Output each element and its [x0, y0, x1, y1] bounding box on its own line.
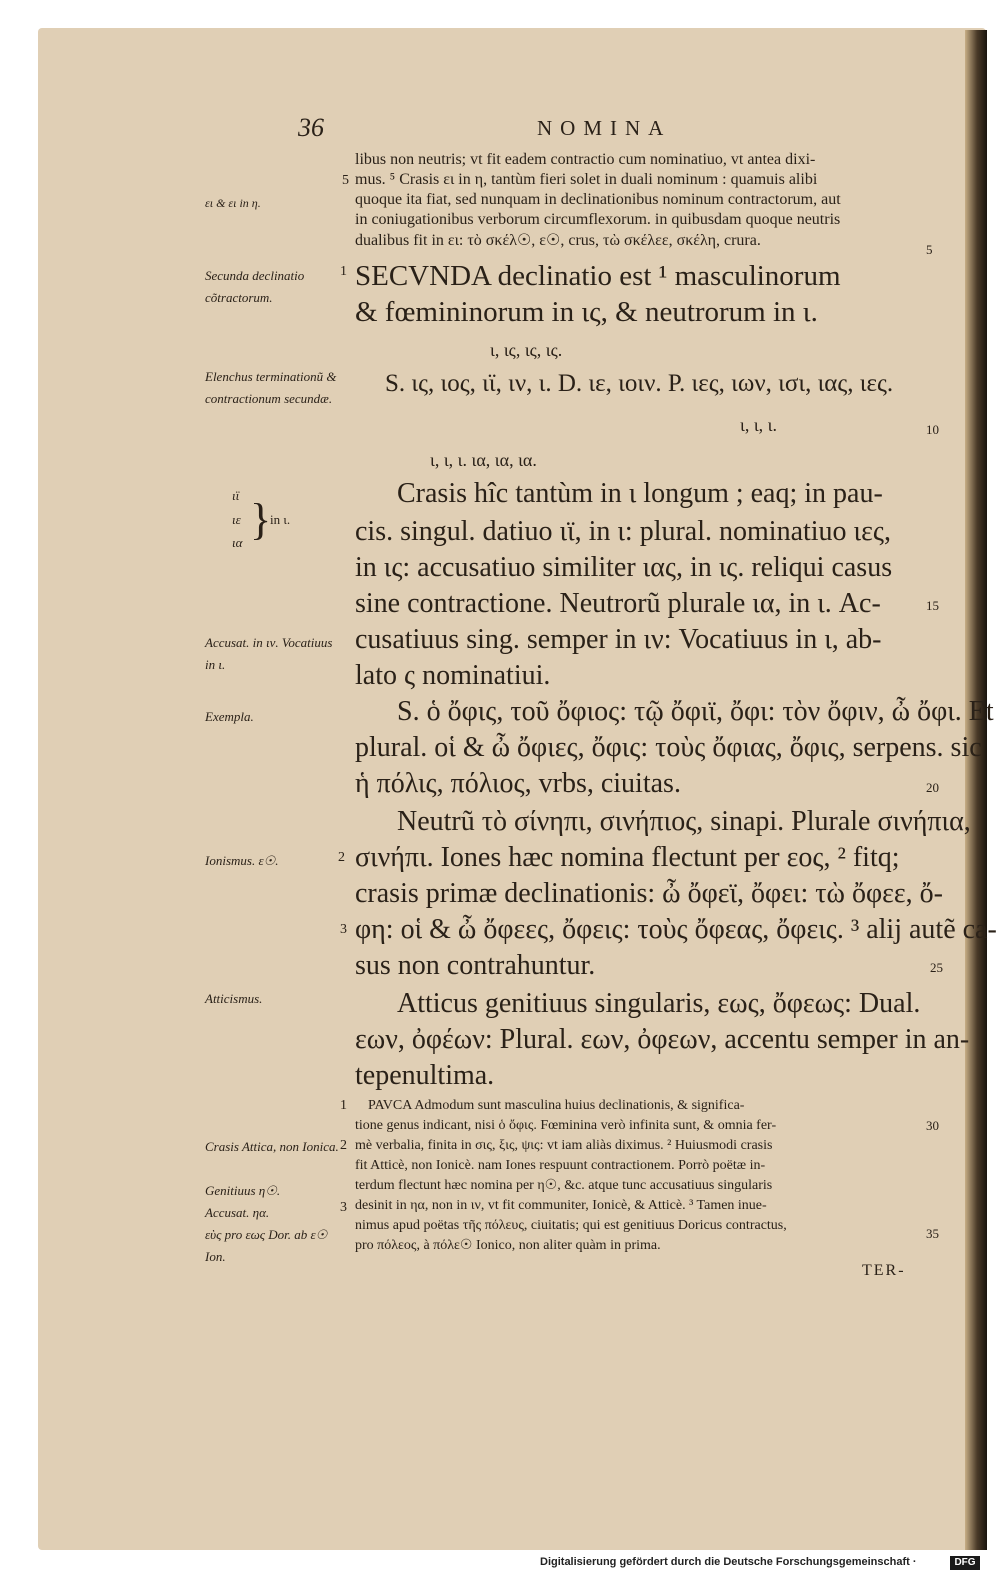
main-line: crasis primæ declinationis: ὦ ὄφεϊ, ὄφει: τὼ ὄφεε, ὄ-: [355, 878, 943, 909]
note-number: 5: [342, 173, 349, 188]
line-number: 25: [930, 960, 943, 975]
margin-note: Genitiuus η☉.: [205, 1183, 281, 1198]
main-line: Atticus genitiuus singularis, εως, ὄφεως: Dual.: [397, 988, 921, 1019]
top-note-line: in coniugationibus verborum circumflexorum. in quibusdam quoque neutris: [355, 211, 841, 228]
margin-note: ια: [232, 535, 243, 550]
catchword: TER-: [862, 1262, 906, 1279]
main-line: Crasis hîc tantùm in ι longum ; eaq; in pau-: [397, 478, 883, 509]
main-line: sus non contrahuntur.: [355, 950, 596, 981]
main-line: φη: οἱ & ὦ ὄφεες, ὄφεις: τοὺς ὄφεας, ὄφεις. ³ alij autẽ ca-: [355, 914, 997, 945]
main-line: SECVNDA declinatio est ¹ masculinorum: [355, 260, 841, 292]
line-number: 30: [926, 1118, 939, 1133]
main-line: tepenultima.: [355, 1060, 495, 1091]
note-number: 3: [340, 922, 347, 937]
margin-note: ιε: [232, 512, 241, 527]
margin-note: Accusat. in ιν. Vocatiuus in ι.: [205, 635, 333, 672]
dfg-logo-icon: DFG: [950, 1556, 980, 1570]
page-number: 36: [298, 113, 324, 142]
footnote-line: mè verbalia, finita in σις, ξις, ψις: vt iam aliàs diximus. ² Huiusmodi crasis: [355, 1138, 773, 1153]
margin-note: Elenchus terminationũ & contractionum secundæ.: [205, 369, 337, 406]
footnote-line: desinit in ηα, non in ιν, vt fit communiter, Ionicè, & Atticè. ³ Tamen inue-: [355, 1198, 767, 1213]
margin-note: Exempla.: [205, 709, 254, 724]
margin-note: ει & ει in η.: [205, 196, 261, 210]
margin-note: εὺς pro εως Dor. ab ε☉ Ion.: [205, 1227, 328, 1264]
footnote-line: fit Atticè, non Ionicè. nam Iones respuunt contractionem. Porrò poëtæ in-: [355, 1158, 766, 1173]
margin-note: Ionismus. ε☉.: [205, 853, 279, 868]
main-line: S. ὁ ὄφις, τοῦ ὄφιος: τῷ ὄφιϊ, ὄφι: τὸν ὄφιν, ὦ ὄφι. Et: [397, 696, 994, 727]
margin-note: Atticismus.: [205, 991, 263, 1006]
margin-note: in ι.: [270, 512, 291, 527]
main-line: plural. οἱ & ὦ ὄφιες, ὄφις: τοὺς ὄφιας, ὄφις, serpens. sic: [355, 732, 982, 763]
main-line: εων, ὀφέων: Plural. εων, ὀφεων, accentu semper in an-: [355, 1024, 970, 1055]
main-line: & fœmininorum in ις, & neutrorum in ι.: [355, 296, 818, 328]
digitization-credit: Digitalisierung gefördert durch die Deutsche Forschungsgemeinschaft ·: [540, 1556, 917, 1568]
margin-note: Accusat. ηα.: [205, 1205, 270, 1220]
main-line: ι, ι, ι. ια, ια, ια.: [430, 450, 537, 470]
main-line: cis. singul. datiuo ιϊ, in ι: plural. nominatiuo ιες,: [355, 516, 891, 547]
main-line: sine contractione. Neutrorũ plurale ια, in ι. Ac-: [355, 588, 881, 619]
line-number: 5: [926, 242, 933, 257]
footnote-line: pro πόλεος, à πόλε☉ Ionico, non aliter quàm in prima.: [355, 1238, 661, 1253]
main-line: in ις: accusatiuo similiter ιας, in ις. reliqui casus: [355, 552, 893, 583]
top-note-line: dualibus fit in ει: τὸ σκέλ☉, ε☉, crus, τὼ σκέλεε, σκέλη, crura.: [355, 232, 761, 249]
note-number: 2: [340, 1138, 347, 1153]
main-line: ἡ πόλις, πόλιος, vrbs, ciuitas.: [355, 768, 681, 799]
margin-note: ιϊ: [232, 488, 240, 503]
main-line: lato ς nominatiui.: [355, 660, 551, 691]
note-number: 3: [340, 1200, 347, 1215]
main-line: S. ις, ιος, ιϊ, ιν, ι. D. ιε, ιοιν. P. ιες, ιων, ισι, ιας, ιες.: [385, 370, 894, 397]
footnote-line: tione genus indicant, nisi ὁ ὄφις. Fœminina verò infinita sunt, & omnia fer-: [355, 1118, 777, 1133]
top-note-line: libus non neutris; vt fit eadem contractio cum nominatiuo, vt antea dixi-: [355, 151, 816, 168]
note-number: 2: [338, 850, 345, 865]
running-head: NOMINA: [537, 116, 672, 140]
margin-note: Crasis Attica, non Ionica.: [205, 1139, 339, 1154]
main-line: Neutrũ τὸ σίνηπι, σινήπιος, sinapi. Plurale σινήπια,: [397, 806, 971, 837]
line-number: 20: [926, 780, 939, 795]
line-number: 35: [926, 1226, 939, 1241]
top-note-line: mus. ⁵ Crasis ει in η, tantùm fieri solet in duali nominum : quamuis alibi: [355, 171, 818, 188]
footnote-line: nimus apud poëtas τῆς πόλευς, ciuitatis; qui est genitiuus Doricus contractus,: [355, 1218, 787, 1233]
main-line: cusatiuus sing. semper in ιν: Vocatiuus in ι, ab-: [355, 624, 882, 655]
footnote-line: PAVCA Admodum sunt masculina huius declinationis, & significa-: [368, 1098, 745, 1113]
main-line: ι, ι, ι.: [740, 415, 778, 435]
main-line: σινήπι. Iones hæc nomina flectunt per εος, ² fitq;: [355, 842, 900, 873]
note-number: 1: [340, 1098, 347, 1113]
footnote-line: terdum flectunt hæc nomina per η☉, &c. atque tunc accusatiuus singularis: [355, 1178, 773, 1193]
brace-icon: }: [250, 495, 272, 544]
margin-note: Secunda declinatio cõtractorum.: [205, 268, 305, 305]
line-number: 10: [926, 422, 939, 437]
page-edge: [965, 30, 987, 1550]
note-number: 1: [340, 264, 347, 279]
main-line: ι, ις, ις, ις.: [490, 340, 563, 360]
line-number: 15: [926, 598, 939, 613]
top-note-line: quoque ita fiat, sed nunquam in declinationibus nominum contractorum, aut: [355, 191, 841, 208]
